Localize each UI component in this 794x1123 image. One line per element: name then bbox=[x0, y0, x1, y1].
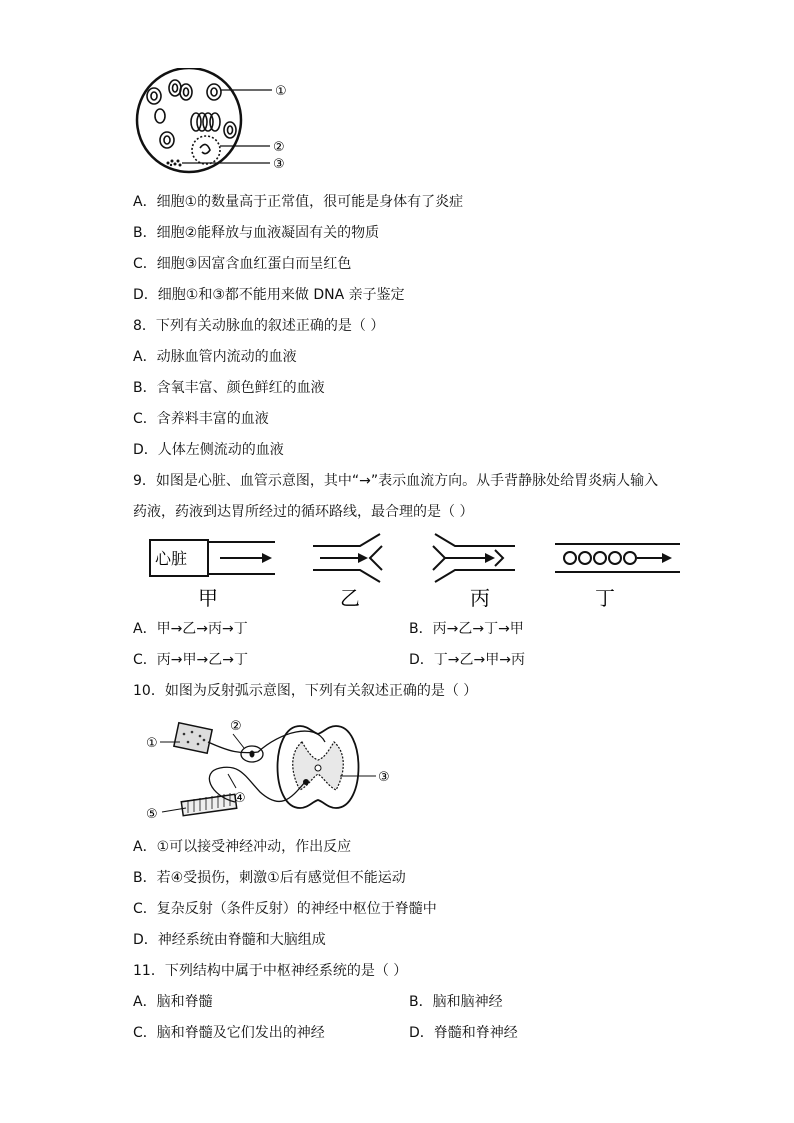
q8-stem: 8．下列有关动脉血的叙述正确的是（ ） bbox=[133, 318, 385, 334]
q11-option-a: A．脑和脊髓 bbox=[133, 994, 213, 1010]
q10-option-a: A．①可以接受神经冲动，作出反应 bbox=[133, 839, 352, 855]
blood-label-1: ① bbox=[275, 84, 287, 99]
q9-stem-line2: 药液，药液到达胃所经过的循环路线，最合理的是（ ） bbox=[133, 504, 474, 520]
q8-option-c: C．含养料丰富的血液 bbox=[133, 411, 269, 427]
heart-label: 心脏 bbox=[155, 549, 188, 568]
reflex-label-4: ④ bbox=[234, 791, 246, 806]
reflex-label-5: ⑤ bbox=[146, 807, 158, 822]
blood-label-2: ② bbox=[273, 140, 285, 155]
q11-option-c: C．脑和脊髓及它们发出的神经 bbox=[133, 1025, 325, 1041]
q7-option-b: B．细胞②能释放与血液凝固有关的物质 bbox=[133, 225, 380, 241]
q8-option-d: D．人体左侧流动的血液 bbox=[133, 442, 284, 458]
q8-option-b: B．含氧丰富、颜色鲜红的血液 bbox=[133, 380, 325, 396]
q8-option-a: A．动脉血管内流动的血液 bbox=[133, 349, 297, 365]
q11-option-d: D．脊髓和脊神经 bbox=[409, 1025, 518, 1041]
q9-option-c: C．丙→甲→乙→丁 bbox=[133, 652, 248, 668]
blood-smear-figure bbox=[130, 68, 300, 178]
reflex-label-1: ① bbox=[146, 736, 158, 751]
reflex-label-2: ② bbox=[230, 719, 242, 734]
q11-stem: 11．下列结构中属于中枢神经系统的是（ ） bbox=[133, 963, 408, 979]
q10-option-c: C．复杂反射（条件反射）的神经中枢位于脊髓中 bbox=[133, 901, 437, 917]
q7-option-d: D．细胞①和③都不能用来做 DNA 亲子鉴定 bbox=[133, 287, 405, 303]
q7-option-c: C．细胞③因富含血红蛋白而呈红色 bbox=[133, 256, 352, 272]
q10-option-b: B．若④受损伤，刺激①后有感觉但不能运动 bbox=[133, 870, 406, 886]
reflex-label-3: ③ bbox=[378, 770, 390, 785]
reflex-arc-figure bbox=[140, 712, 410, 830]
blood-label-3: ③ bbox=[273, 157, 285, 172]
q11-option-b: B．脑和脑神经 bbox=[409, 994, 503, 1010]
q9-option-d: D．丁→乙→甲→丙 bbox=[409, 652, 525, 668]
figure-caption-bing: 丙 bbox=[470, 586, 490, 610]
q9-option-b: B．丙→乙→丁→甲 bbox=[409, 621, 524, 637]
heart-vessel-figure bbox=[140, 532, 685, 612]
q10-option-d: D．神经系统由脊髓和大脑组成 bbox=[133, 932, 326, 948]
q10-stem: 10．如图为反射弧示意图，下列有关叙述正确的是（ ） bbox=[133, 683, 478, 699]
q9-stem-line1: 9．如图是心脏、血管示意图，其中“→”表示血流方向。从手背静脉处给胃炎病人输入 bbox=[133, 473, 659, 489]
q7-option-a: A．细胞①的数量高于正常值，很可能是身体有了炎症 bbox=[133, 194, 464, 210]
figure-caption-jia: 甲 bbox=[198, 586, 218, 610]
q9-option-a: A．甲→乙→丙→丁 bbox=[133, 621, 248, 637]
figure-caption-ding: 丁 bbox=[595, 586, 615, 610]
figure-caption-yi: 乙 bbox=[340, 586, 360, 610]
